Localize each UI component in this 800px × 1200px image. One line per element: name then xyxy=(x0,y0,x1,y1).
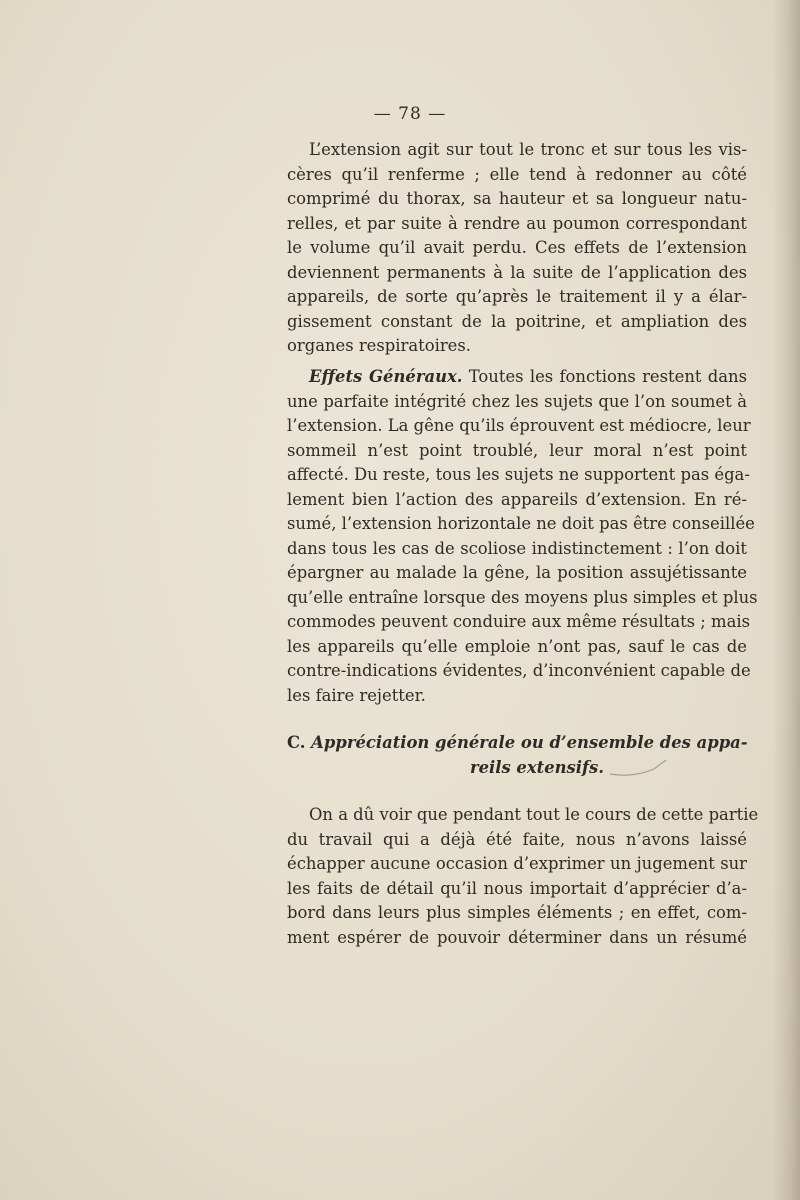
text-line: organes respiratoires. xyxy=(287,336,471,355)
section-title-part: Appréciation générale ou d’ensemble des appa- xyxy=(305,733,748,752)
text-line: dans tous les cas de scoliose indistinctement : l’on doit xyxy=(287,538,747,558)
text-line: deviennent permanents à la suite de l’application des xyxy=(287,262,747,282)
text-line: contre-indications évidentes, d’inconvénient capable de xyxy=(287,661,751,680)
text-line: les faire rejetter. xyxy=(287,685,426,705)
text-line: le volume qu’il avait perdu. Ces effets de l’extension xyxy=(287,238,747,257)
paragraph-appreciation xyxy=(287,803,759,950)
section-heading xyxy=(287,730,747,780)
text-line: commodes peuvent conduire aux même résultats ; mais xyxy=(287,612,751,631)
text-line: bord dans leurs plus simples éléments ; en effet, com- xyxy=(287,903,747,922)
text-line: gissement constant de la poitrine, et ampliation des xyxy=(287,311,747,331)
text-line: On a dû voir que pendant tout le cours de cette partie xyxy=(309,805,759,824)
text-line xyxy=(287,365,747,390)
text-line: échapper aucune occasion d’exprimer un jugement sur xyxy=(287,854,747,873)
section-letter: C. xyxy=(287,733,306,752)
text-line: les appareils qu’elle emploie n’ont pas, sauf le cas de xyxy=(287,636,747,656)
text-run: Toutes les fonctions restent dans xyxy=(462,367,747,386)
paragraph-general-effects xyxy=(287,365,758,708)
text-line: du travail qui a déjà été faite, nous n’avons laissé xyxy=(287,829,747,849)
paragraph-subheading: Effets Généraux. xyxy=(309,367,463,386)
text-line: épargner au malade la gêne, la position assujétissante xyxy=(287,563,747,582)
text-line: sumé, l’extension horizontale ne doit pas être conseillée xyxy=(287,514,755,533)
text-line: appareils, de sorte qu’après le traitement il y a élar- xyxy=(287,287,747,306)
text-line: les faits de détail qu’il nous importait d’apprécier d’a- xyxy=(287,878,747,898)
text-line: L’extension agit sur tout le tronc et sur tous les vis- xyxy=(309,140,747,159)
section-heading-line xyxy=(287,730,747,755)
text-line: sommeil n’est point troublé, leur moral n’est point xyxy=(287,440,747,460)
text-line: comprimé du thorax, sa hauteur et sa longueur natu- xyxy=(287,189,747,208)
page-number: — 78 — xyxy=(373,104,447,124)
text-line: qu’elle entraîne lorsque des moyens plus simples et plus xyxy=(287,587,758,607)
text-line: ment espérer de pouvoir déterminer dans un résumé xyxy=(287,927,747,947)
pencil-mark xyxy=(608,757,670,779)
paragraph-extension-effects xyxy=(287,138,747,359)
section-heading-line: reils extensifs. xyxy=(469,758,604,777)
text-line: une parfaite intégrité chez les sujets que l’on soumet à xyxy=(287,391,747,411)
page-edge-shadow xyxy=(772,0,800,1200)
text-line: lement bien l’action des appareils d’extension. En ré- xyxy=(287,489,747,509)
text-line: l’extension. La gêne qu’ils éprouvent est médiocre, leur xyxy=(287,416,751,435)
text-line: relles, et par suite à rendre au poumon correspondant xyxy=(287,213,747,233)
text-line: affecté. Du reste, tous les sujets ne supportent pas éga- xyxy=(287,465,750,484)
text-line: cères qu’il renferme ; elle tend à redonner au côté xyxy=(287,164,747,184)
